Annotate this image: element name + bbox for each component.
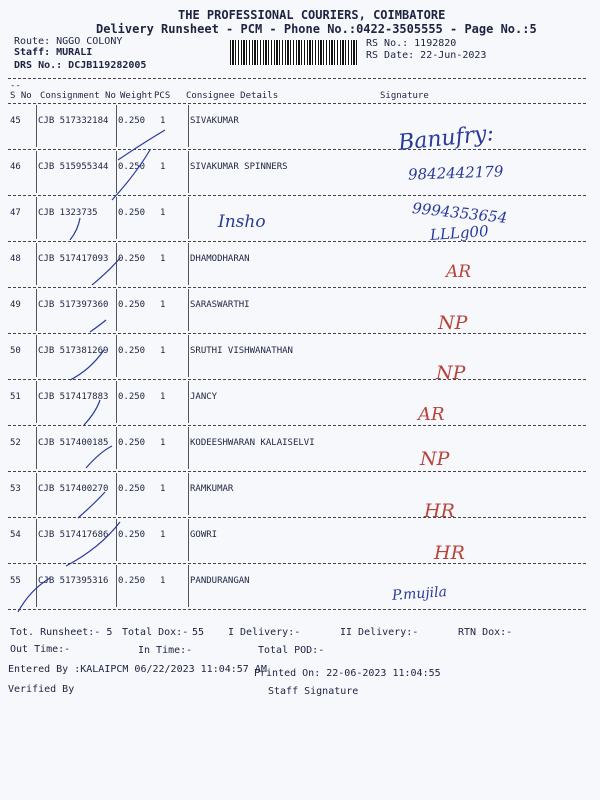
status-54: HR [434, 542, 465, 564]
cell-pcs: 1 [160, 438, 166, 448]
cell-weight: 0.250 [118, 438, 146, 448]
col-consignment: Consignment No [40, 91, 116, 101]
note-47: LLLg00 [429, 221, 490, 245]
cell-weight: 0.250 [118, 254, 146, 264]
cell-consignment-no: CJB 517397360 [38, 300, 109, 310]
cell-consignment-no: CJB 517417686 [38, 530, 109, 540]
header-dashes: -- [10, 81, 21, 91]
cell-weight: 0.250 [118, 346, 146, 356]
cell-consignment-no: CJB 517417883 [38, 392, 109, 402]
cell-sno: 55 [10, 576, 21, 586]
cell-sno: 53 [10, 484, 21, 494]
runsheet-subtitle: Delivery Runsheet - PCM - Phone No.:0422-3505555 - Page No.:5 [96, 22, 537, 36]
cell-weight: 0.250 [118, 576, 146, 586]
total-dox-value: 55 [192, 627, 205, 638]
status-52: NP [420, 448, 450, 470]
cell-consignee: PANDURANGAN [190, 576, 250, 586]
cell-consignment-no: CJB 517400270 [38, 484, 109, 494]
status-53: HR [424, 500, 455, 522]
staff-label: Staff: MURALI [14, 47, 93, 58]
cell-weight: 0.250 [118, 530, 146, 540]
cell-consignment-no: CJB 517332184 [38, 116, 109, 126]
col-signature: Signature [380, 91, 429, 101]
cell-weight: 0.250 [118, 484, 146, 494]
drs-number: DRS No.: DCJB119282005 [14, 60, 147, 71]
cell-pcs: 1 [160, 162, 166, 172]
i-delivery: I Delivery:- [228, 627, 301, 638]
signature-45: Banufry: [396, 121, 496, 156]
total-dox-label: Total Dox:- [122, 627, 189, 638]
col-sno: S No [10, 91, 32, 101]
cell-consignee: SIVAKUMAR SPINNERS [190, 162, 288, 172]
status-49: NP [438, 312, 468, 334]
in-time: In Time:- [138, 645, 193, 656]
cell-weight: 0.250 [118, 208, 146, 218]
cell-consignment-no: CJB 1323735 [38, 208, 98, 218]
cell-consignment-no: CJB 515955344 [38, 162, 109, 172]
cell-sno: 52 [10, 438, 21, 448]
phone-47: 9994353654 [411, 199, 509, 227]
cell-consignee: KODEESHWARAN KALAISELVI [190, 438, 315, 448]
rtn-dox: RTN Dox:- [458, 627, 513, 638]
cell-consignment-no: CJB 517417093 [38, 254, 109, 264]
cell-weight: 0.250 [118, 392, 146, 402]
cell-pcs: 1 [160, 576, 166, 586]
verified-by: Verified By [8, 684, 75, 695]
cell-sno: 48 [10, 254, 21, 264]
cell-consignee: RAMKUMAR [190, 484, 234, 494]
cell-consignee: GOWRI [190, 530, 218, 540]
cell-pcs: 1 [160, 484, 166, 494]
cell-weight: 0.250 [118, 300, 146, 310]
status-50: NP [436, 362, 466, 384]
cell-pcs: 1 [160, 300, 166, 310]
cell-sno: 50 [10, 346, 21, 356]
status-51: AR [418, 404, 445, 425]
cell-pcs: 1 [160, 530, 166, 540]
cell-sno: 47 [10, 208, 21, 218]
signature-47: Insho [218, 212, 266, 232]
col-weight: Weight [120, 91, 153, 101]
ii-delivery: II Delivery:- [340, 627, 419, 638]
cell-consignment-no: CJB 517395316 [38, 576, 109, 586]
cell-pcs: 1 [160, 116, 166, 126]
cell-consignee: SRUTHI VISHWANATHAN [190, 346, 293, 356]
total-pod: Total POD:- [258, 645, 325, 656]
company-title: THE PROFESSIONAL COURIERS, COIMBATORE [178, 8, 446, 22]
rs-date: RS Date: 22-Jun-2023 [366, 50, 487, 61]
cell-weight: 0.250 [118, 162, 146, 172]
entered-by: Entered By :KALAIPCM 06/22/2023 11:04:57 AM [8, 664, 267, 675]
cell-sno: 46 [10, 162, 21, 172]
cell-sno: 51 [10, 392, 21, 402]
cell-consignment-no: CJB 517400185 [38, 438, 109, 448]
col-consignee: Consignee Details [186, 91, 279, 101]
tot-runsheet: Tot. Runsheet:- 5 [10, 627, 113, 638]
cell-weight: 0.250 [118, 116, 146, 126]
printed-on: Printed On: 22-06-2023 11:04:55 [254, 668, 441, 679]
rs-number: RS No.: 1192820 [366, 38, 457, 49]
cell-consignee: SIVAKUMAR [190, 116, 239, 126]
cell-pcs: 1 [160, 254, 166, 264]
signature-55: P.mujila [391, 584, 448, 604]
phone-46: 9842442179 [407, 162, 504, 184]
cell-consignee: JANCY [190, 392, 218, 402]
route-label: Route: NGGO COLONY [14, 36, 123, 47]
cell-pcs: 1 [160, 392, 166, 402]
cell-sno: 45 [10, 116, 21, 126]
cell-sno: 49 [10, 300, 21, 310]
cell-sno: 54 [10, 530, 21, 540]
cell-consignment-no: CJB 517381269 [38, 346, 109, 356]
col-pcs: PCS [154, 91, 171, 101]
status-48: AR [446, 262, 472, 282]
cell-pcs: 1 [160, 346, 166, 356]
cell-pcs: 1 [160, 208, 166, 218]
out-time: Out Time:- [10, 644, 71, 655]
staff-signature: Staff Signature [268, 686, 359, 697]
cell-consignee: SARASWARTHI [190, 300, 250, 310]
cell-consignee: DHAMODHARAN [190, 254, 250, 264]
